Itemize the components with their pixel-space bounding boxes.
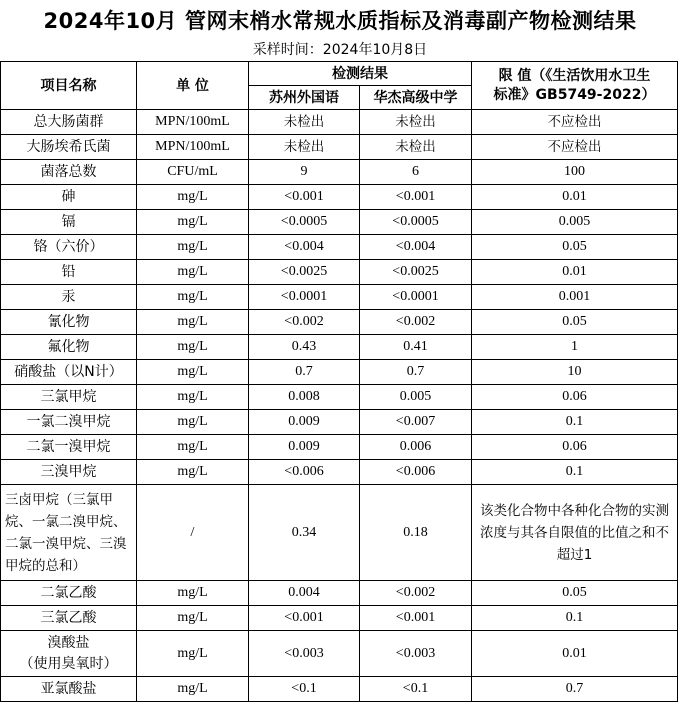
row-unit: mg/L — [137, 360, 249, 385]
row-name: 三氯甲烷 — [1, 385, 137, 410]
row-unit: mg/L — [137, 410, 249, 435]
row-value-site2: <0.002 — [360, 310, 472, 335]
table-row — [1, 260, 678, 285]
results-table — [0, 61, 678, 702]
row-name: 砷 — [1, 185, 137, 210]
row-name: 三氯乙酸 — [1, 606, 137, 631]
row-unit: / — [137, 485, 249, 581]
row-limit: 0.05 — [472, 581, 678, 606]
table-row — [1, 310, 678, 335]
table-row — [1, 410, 678, 435]
row-value-site2: <0.0025 — [360, 260, 472, 285]
row-name: 铅 — [1, 260, 137, 285]
row-unit: mg/L — [137, 235, 249, 260]
table-row — [1, 606, 678, 631]
row-name: 大肠埃希氏菌 — [1, 135, 137, 160]
row-value-site1: 0.009 — [249, 410, 360, 435]
header-site1: 苏州外国语 — [249, 86, 360, 110]
row-value-site2: <0.0005 — [360, 210, 472, 235]
row-value-site2: 0.18 — [360, 485, 472, 581]
row-limit: 0.7 — [472, 677, 678, 702]
row-name: 总大肠菌群 — [1, 110, 137, 135]
row-unit: mg/L — [137, 435, 249, 460]
table-row — [1, 210, 678, 235]
row-limit: 0.01 — [472, 185, 678, 210]
row-name-line1: 溴酸盐 — [47, 634, 90, 651]
row-value-site2: 未检出 — [360, 110, 472, 135]
row-value-site2: <0.006 — [360, 460, 472, 485]
row-limit: 该类化合物中各种化合物的实测浓度与其各自限值的比值之和不超过1 — [472, 485, 678, 581]
row-value-site2: <0.001 — [360, 606, 472, 631]
row-limit: 100 — [472, 160, 678, 185]
row-value-site1: <0.003 — [249, 631, 360, 677]
row-value-site1: <0.006 — [249, 460, 360, 485]
row-name: 铬（六价） — [1, 235, 137, 260]
row-value-site1: 未检出 — [249, 135, 360, 160]
row-name: 硝酸盐（以N计） — [1, 360, 137, 385]
row-name: 镉 — [1, 210, 137, 235]
row-limit: 0.1 — [472, 460, 678, 485]
row-value-site2: 0.7 — [360, 360, 472, 385]
row-unit: mg/L — [137, 185, 249, 210]
table-row-thm-total — [1, 485, 678, 581]
row-value-site1: 0.008 — [249, 385, 360, 410]
row-name: 一氯二溴甲烷 — [1, 410, 137, 435]
row-value-site2: 0.006 — [360, 435, 472, 460]
row-unit: mg/L — [137, 385, 249, 410]
row-value-site1: <0.0025 — [249, 260, 360, 285]
row-unit: mg/L — [137, 460, 249, 485]
row-unit: mg/L — [137, 260, 249, 285]
row-limit: 0.1 — [472, 606, 678, 631]
row-limit: 0.01 — [472, 631, 678, 677]
row-value-site1: 0.7 — [249, 360, 360, 385]
row-value-site1: <0.004 — [249, 235, 360, 260]
row-name: 二氯乙酸 — [1, 581, 137, 606]
row-unit: MPN/100mL — [137, 135, 249, 160]
header-unit: 单 位 — [137, 62, 249, 110]
row-unit: mg/L — [137, 606, 249, 631]
table-row — [1, 335, 678, 360]
row-limit: 不应检出 — [472, 135, 678, 160]
row-limit: 不应检出 — [472, 110, 678, 135]
row-name: 菌落总数 — [1, 160, 137, 185]
row-name: 三卤甲烷（三氯甲烷、一氯二溴甲烷、二氯一溴甲烷、三溴甲烷的总和） — [1, 485, 137, 581]
row-name: 氰化物 — [1, 310, 137, 335]
row-value-site1: <0.001 — [249, 185, 360, 210]
row-value-site1: <0.001 — [249, 606, 360, 631]
row-limit: 1 — [472, 335, 678, 360]
table-row-bromate — [1, 631, 678, 677]
row-limit: 0.01 — [472, 260, 678, 285]
row-value-site2: 0.41 — [360, 335, 472, 360]
header-limit — [472, 62, 678, 110]
table-row — [1, 110, 678, 135]
row-value-site1: 0.004 — [249, 581, 360, 606]
row-unit: mg/L — [137, 335, 249, 360]
row-value-site1: 0.009 — [249, 435, 360, 460]
row-limit: 0.05 — [472, 235, 678, 260]
row-unit: CFU/mL — [137, 160, 249, 185]
table-body — [1, 110, 678, 702]
table-row — [1, 435, 678, 460]
header-site2: 华杰高级中学 — [360, 86, 472, 110]
header-limit-line2: 标准》GB5749-2022） — [493, 86, 656, 103]
row-limit: 0.005 — [472, 210, 678, 235]
row-unit: mg/L — [137, 285, 249, 310]
row-value-site2: 0.005 — [360, 385, 472, 410]
table-row — [1, 160, 678, 185]
row-unit: MPN/100mL — [137, 110, 249, 135]
table-row — [1, 235, 678, 260]
row-value-site1: 未检出 — [249, 110, 360, 135]
table-row — [1, 185, 678, 210]
page-title: 2024年10月 管网末梢水常规水质指标及消毒副产物检测结果 — [43, 9, 637, 33]
row-value-site1: 0.34 — [249, 485, 360, 581]
row-limit: 10 — [472, 360, 678, 385]
row-value-site2: <0.004 — [360, 235, 472, 260]
row-unit: mg/L — [137, 310, 249, 335]
row-limit: 0.001 — [472, 285, 678, 310]
row-value-site2: <0.003 — [360, 631, 472, 677]
row-value-site1: 9 — [249, 160, 360, 185]
row-unit: mg/L — [137, 581, 249, 606]
row-limit: 0.06 — [472, 435, 678, 460]
row-limit: 0.05 — [472, 310, 678, 335]
row-limit: 0.1 — [472, 410, 678, 435]
row-value-site1: <0.1 — [249, 677, 360, 702]
table-row — [1, 360, 678, 385]
row-value-site2: <0.002 — [360, 581, 472, 606]
table-row — [1, 581, 678, 606]
row-value-site1: <0.0001 — [249, 285, 360, 310]
header-limit-line1: 限 值（《生活饮用水卫生 — [498, 67, 651, 84]
table-row — [1, 285, 678, 310]
row-value-site2: <0.1 — [360, 677, 472, 702]
row-unit: mg/L — [137, 210, 249, 235]
row-name: 三溴甲烷 — [1, 460, 137, 485]
row-value-site2: <0.0001 — [360, 285, 472, 310]
header-results: 检测结果 — [249, 62, 472, 86]
row-value-site2: <0.007 — [360, 410, 472, 435]
table-row — [1, 677, 678, 702]
row-value-site1: 0.43 — [249, 335, 360, 360]
row-value-site2: <0.001 — [360, 185, 472, 210]
row-value-site1: <0.002 — [249, 310, 360, 335]
sampling-date: 采样时间：2024年10月8日 — [252, 42, 428, 58]
table-row — [1, 135, 678, 160]
row-name: 亚氯酸盐 — [1, 677, 137, 702]
row-value-site1: <0.0005 — [249, 210, 360, 235]
header-item-name: 项目名称 — [1, 62, 137, 110]
row-name-line2: （使用臭氧时） — [19, 655, 118, 672]
row-unit: mg/L — [137, 677, 249, 702]
row-limit: 0.06 — [472, 385, 678, 410]
table-row — [1, 385, 678, 410]
row-value-site2: 未检出 — [360, 135, 472, 160]
row-name: 汞 — [1, 285, 137, 310]
row-unit: mg/L — [137, 631, 249, 677]
row-name: 二氯一溴甲烷 — [1, 435, 137, 460]
row-name — [1, 631, 137, 677]
table-row — [1, 460, 678, 485]
row-name: 氟化物 — [1, 335, 137, 360]
row-value-site2: 6 — [360, 160, 472, 185]
